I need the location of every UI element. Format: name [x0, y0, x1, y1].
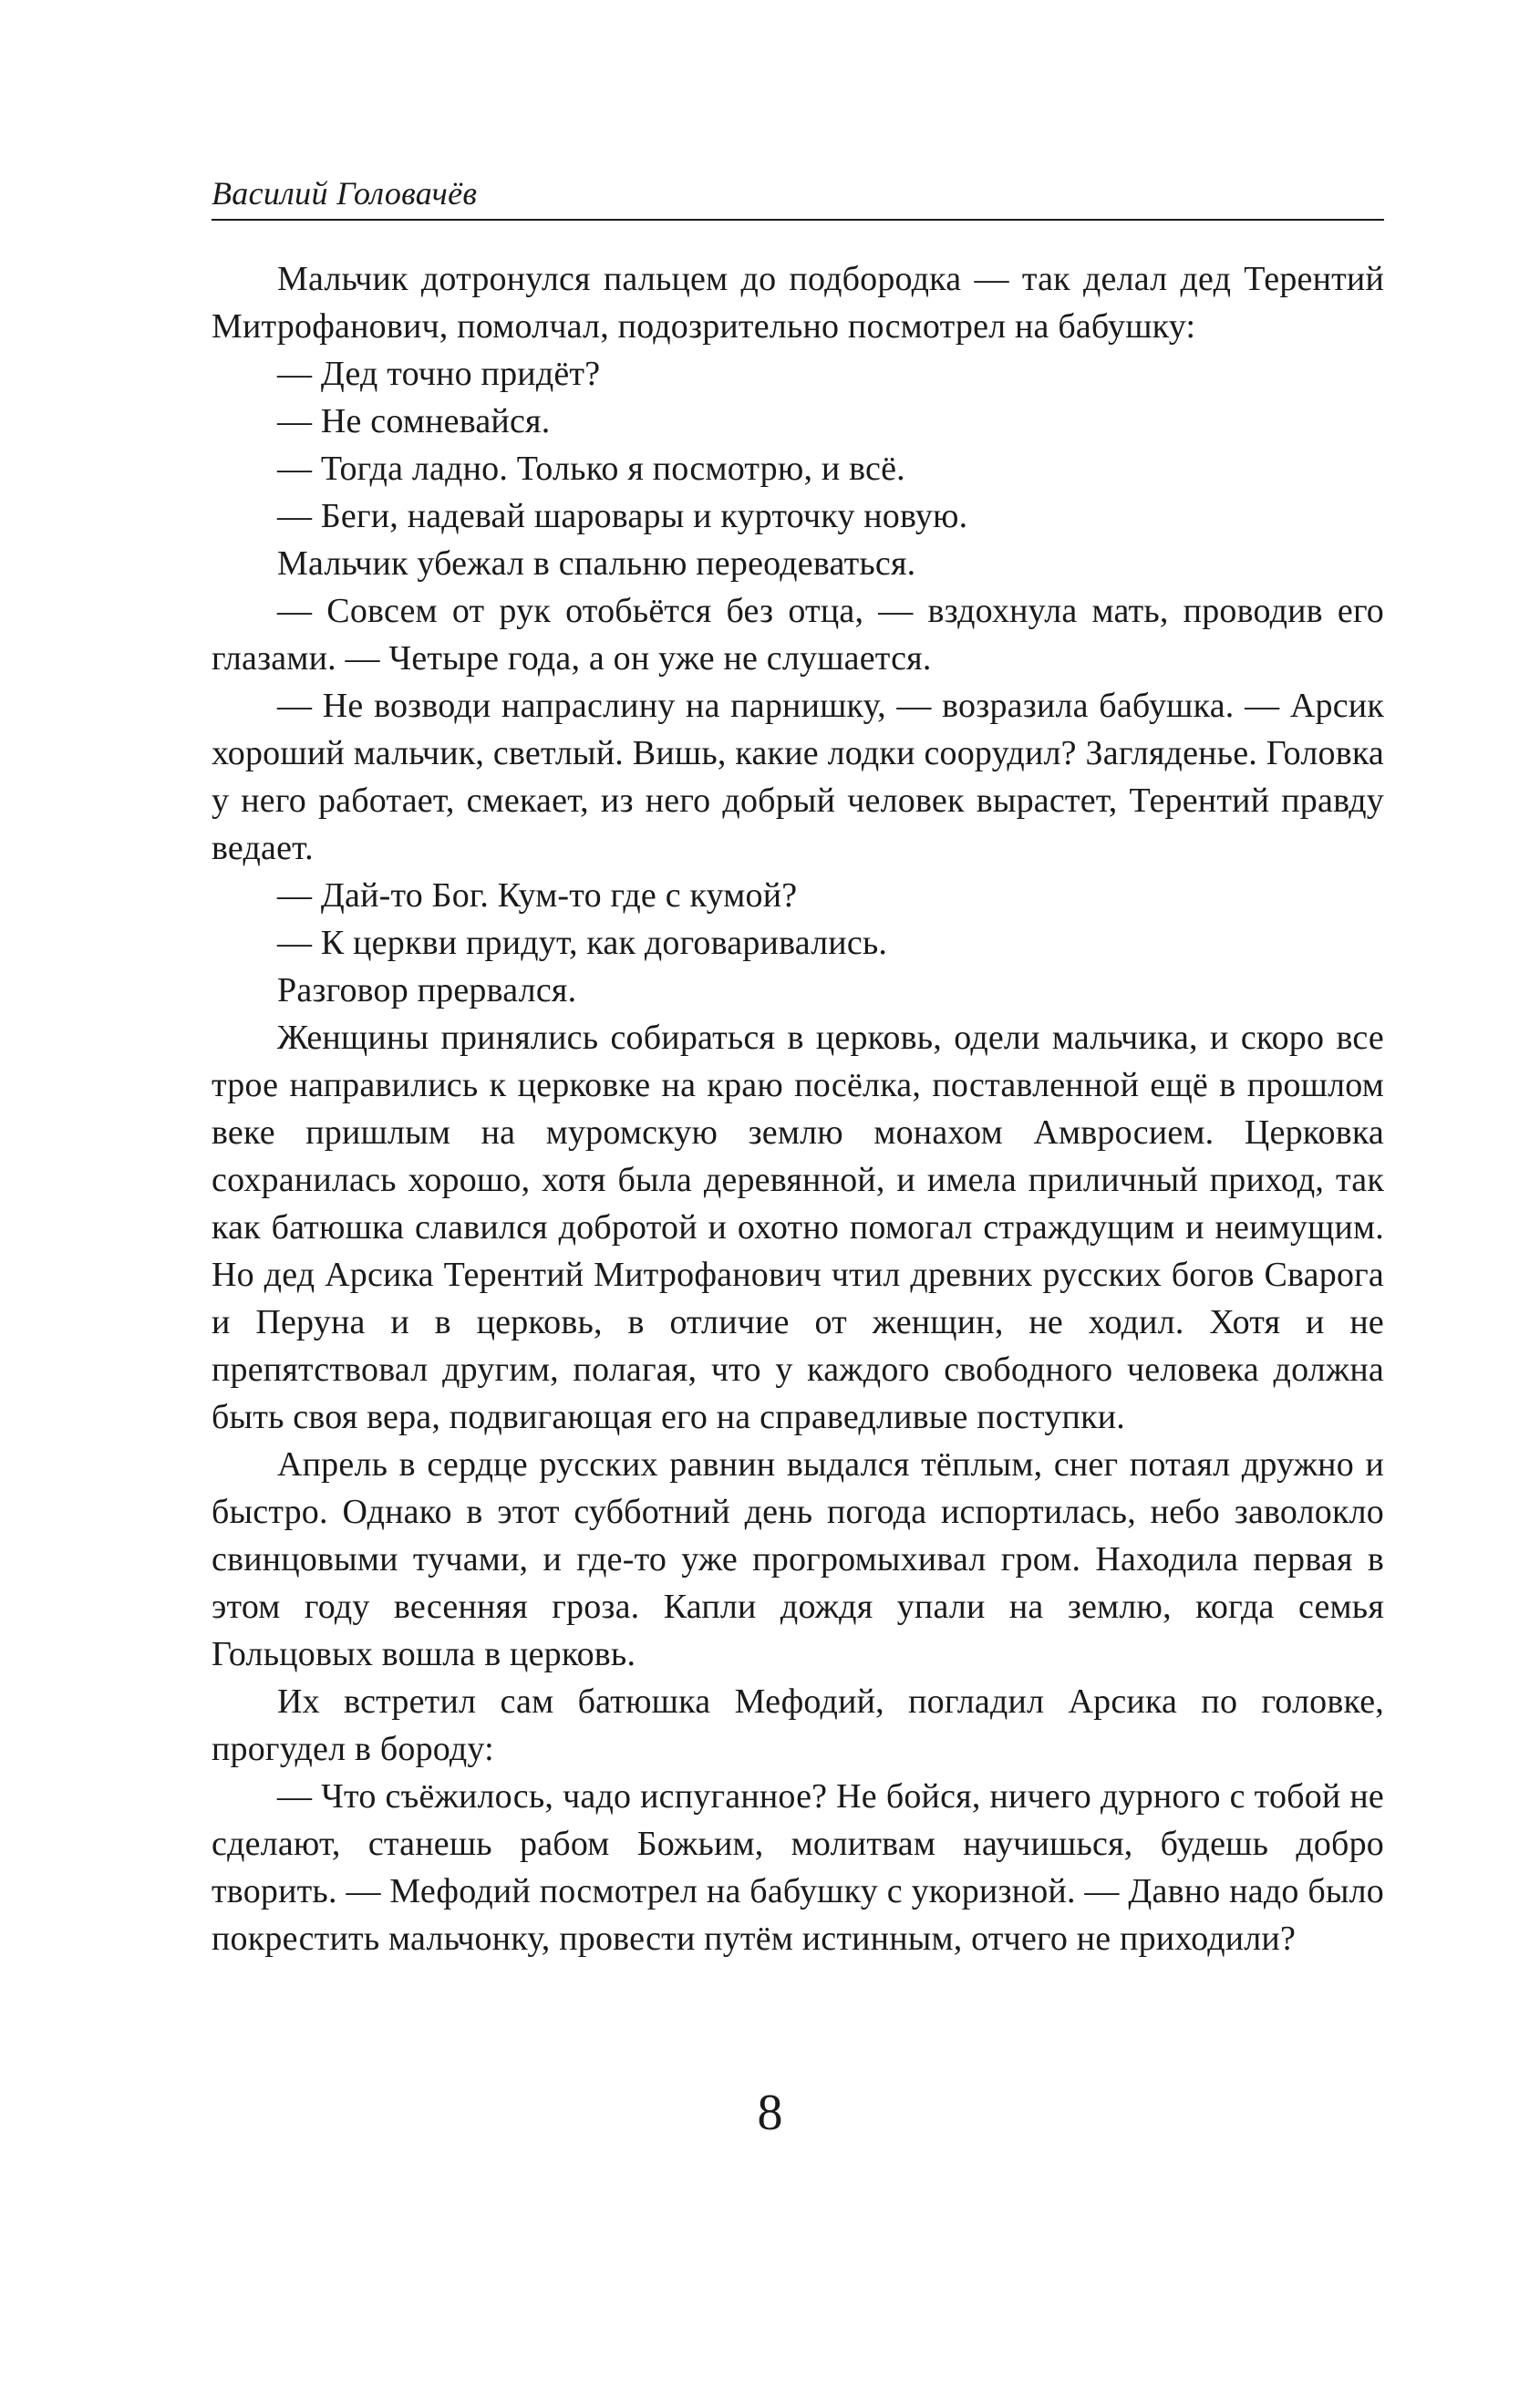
paragraph-5: — Беги, надевай шаровары и курточку новую. — [277, 497, 968, 535]
paragraph-14: Их встретил сам батюшка Мефодий, погладил Арсика по головке, прогудел в бороду: — [212, 1682, 1384, 1768]
paragraph-12: Женщины принялись собираться в церковь, одели мальчика, и скоро все трое направились к церковке на краю посёлка, поставленной ещё в прошлом веке пришлым на муромскую землю монахом Амвросием. Церковка сохранилась хорошо, хотя была деревянной, и имела приличный приход, так как батюшка славился добротой и охотно помогал страждущим и неимущим. Но дед Арсика Терентий Митрофанович чтил древних русских богов Сварога и Перуна и в церковь, в отличие от женщин, не ходил. Хотя и не препятствовал другим, полагая, что у каждого свободного человека должна быть своя вера, подвигающая его на справедливые поступки. — [212, 1019, 1384, 1436]
paragraph-8: — Не возводи напраслину на парнишку, — возразила бабушка. — Арсик хороший мальчик, светлый. Вишь, какие лодки соорудил? Загляденье. Головка у него работает, смекает, из него добрый человек вырастет, Терентий правду ведает. — [212, 687, 1384, 867]
page-number: 8 — [757, 2085, 783, 2141]
paragraph-13: Апрель в сердце русских равнин выдался тёплым, снег потаял дружно и быстро. Однако в этот субботний день погода испортилась, небо заволокло свинцовыми тучами, и где-то уже прогромыхивал гром. Находила первая в этом году весенняя гроза. Капли дождя упали на землю, когда семья Гольцовых вошла в церковь. — [212, 1445, 1384, 1673]
paragraph-6: Мальчик убежал в спальню переодеваться. — [277, 544, 916, 583]
paragraph-2: — Дед точно придёт? — [277, 355, 601, 393]
paragraph-9: — Дай-то Бог. Кум-то где с кумой? — [277, 876, 798, 915]
paragraph-4: — Тогда ладно. Только я посмотрю, и всё. — [277, 450, 905, 488]
paragraph-15: — Что съёжилось, чадо испуганное? Не бойся, ничего дурного с тобой не сделают, станешь рабом Божьим, молитвам научишься, будешь добро творить. — Мефодий посмотрел на бабушку с укоризной. — Давно надо было покрестить мальчонку, провести путём истинным, отчего не приходили? — [212, 1777, 1384, 1958]
paragraph-11: Разговор прервался. — [277, 971, 577, 1009]
paragraph-10: — К церкви придут, как договаривались. — [277, 924, 888, 962]
body-text — [212, 255, 1384, 1962]
header-rule — [212, 219, 1384, 221]
paragraph-7: — Совсем от рук отобьётся без отца, — вздохнула мать, проводив его глазами. — Четыре года, а он уже не слушается. — [212, 592, 1384, 678]
running-head-author: Василий Головачёв — [212, 175, 478, 212]
paragraph-3: — Не сомневайся. — [277, 402, 551, 440]
paragraph-1: Мальчик дотронулся пальцем до подбородка — так делал дед Терентий Митрофанович, помолчал, подозрительно посмотрел на бабушку: — [212, 260, 1384, 346]
